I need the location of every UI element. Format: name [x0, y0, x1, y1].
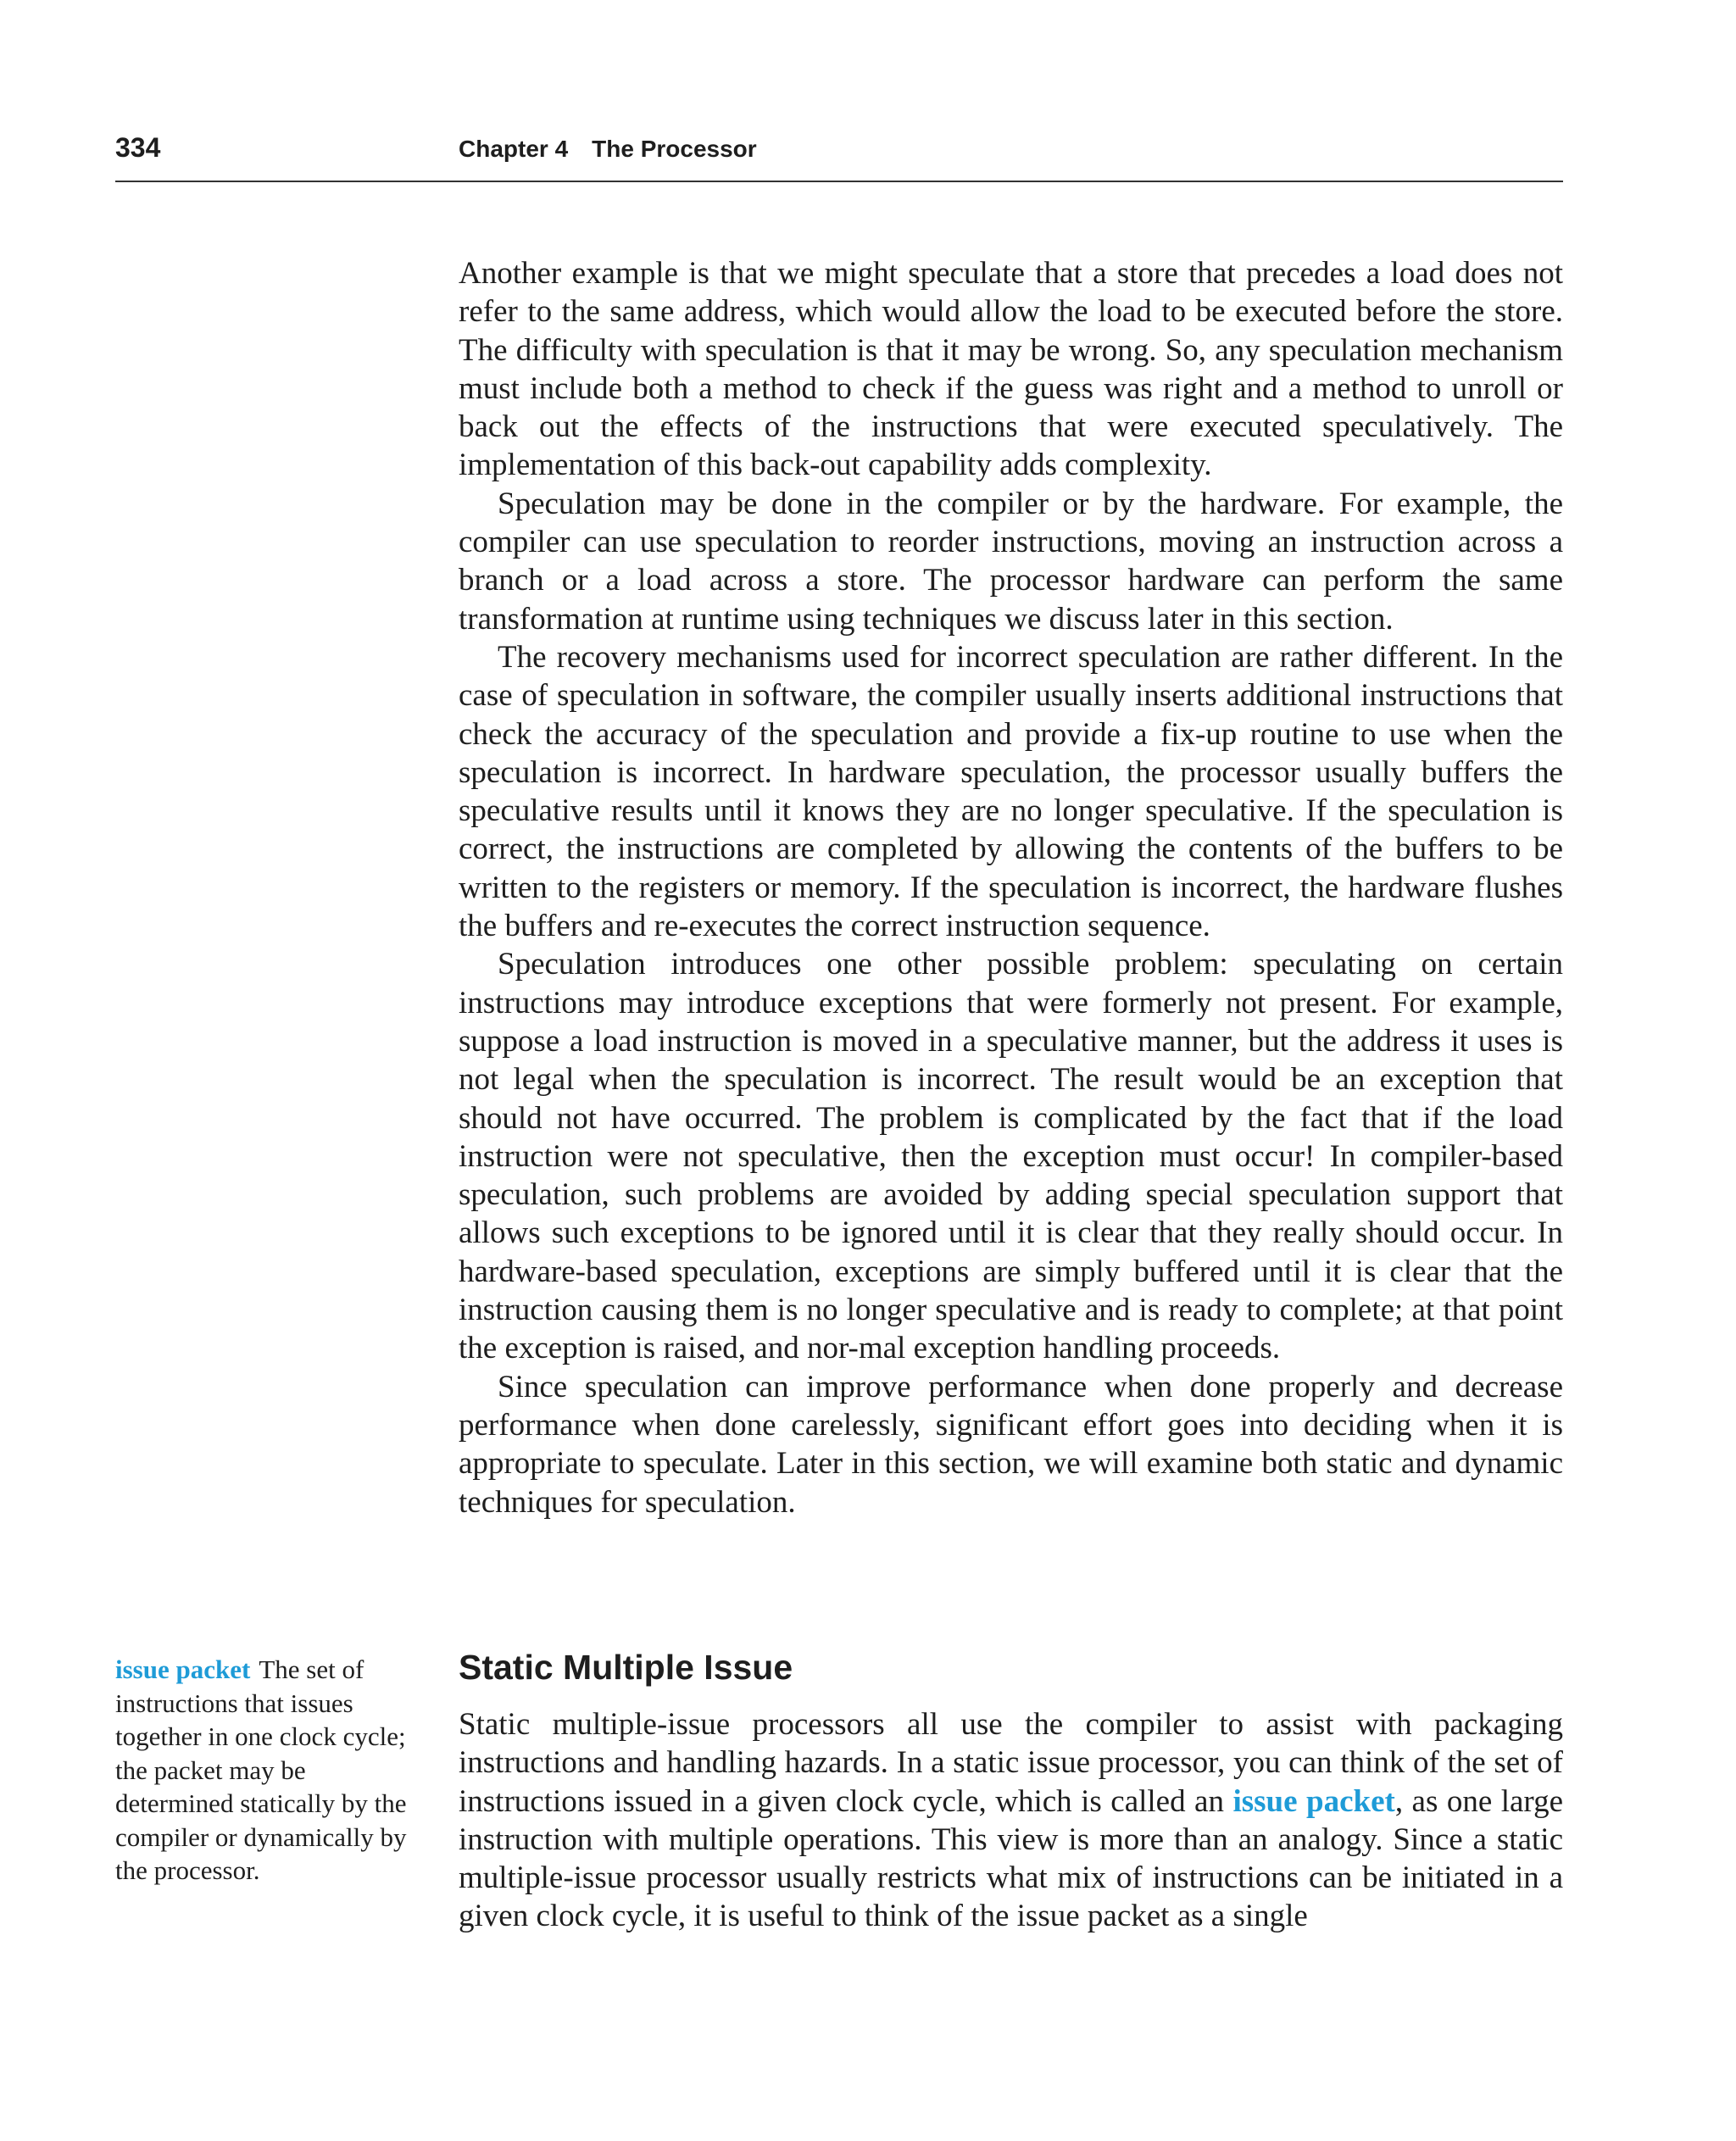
- paragraph-text-after-term: , as one large instruction with multiple operations. This view is more than an analogy. Since a static multiple-issue processor usually restricts what mix of instructions can be initiated in a given clock cycle, it is useful to think of the issue packet as a single: [459, 1783, 1563, 1934]
- paragraph: Another example is that we might speculate that a store that precedes a load does not refer to the same address, which would allow the load to be executed before the store. The difficulty with speculation is that it may be wrong. So, any speculation mechanism must include both a method to check if the guess was right and a method to unroll or back out the effects of the instructions that were executed speculatively. The implementation of this back-out capability adds complexity.: [459, 256, 1563, 483]
- header-rule: [115, 181, 1563, 182]
- paragraph: Speculation may be done in the compiler or by the hardware. For example, the compiler can use speculation to reorder instructions, moving an instruction across a branch or a load across a store. The processor hardware can perform the same transformation at runtime using techniques we discuss later in this section.: [459, 486, 1563, 637]
- section-body: [459, 1705, 1563, 1936]
- paragraph-text-before-term: Static multiple-issue processors all use the compiler to assist with packaging instructions and handling hazards. In a static issue processor, you can think of the set of instructions issued in a given clock cycle, which is called an: [459, 1707, 1563, 1819]
- page-number: 334: [115, 132, 161, 163]
- page-header: [115, 131, 1563, 181]
- margin-term: issue packet: [115, 1654, 251, 1684]
- running-head: [459, 132, 757, 166]
- section-heading: Static Multiple Issue: [459, 1648, 793, 1687]
- margin-definition-text: The set of instructions that issues together in one clock cycle; the packet may be determined statically by the compiler or dynamically by the processor.: [115, 1654, 407, 1885]
- paragraph: The recovery mechanisms used for incorrect speculation are rather different. In the case of speculation in software, the compiler usually inserts additional instructions that check the accuracy of the speculation and provide a fix-up routine to use when the speculation is incorrect. In hardware speculation, the processor usually buffers the speculative results until it knows they are no longer speculative. If the speculation is correct, the instructions are completed by allowing the contents of the buffers to be written to the registers or memory. If the speculation is incorrect, the hardware flushes the buffers and re-executes the correct instruction sequence.: [459, 639, 1563, 944]
- chapter-title: The Processor: [592, 136, 757, 162]
- margin-definition: [115, 1653, 412, 1888]
- paragraph: Since speculation can improve performance when done properly and decrease performance when done carelessly, significant effort goes into deciding when it is appropriate to speculate. Later in this section, we will examine both static and dynamic techniques for speculation.: [459, 1369, 1563, 1520]
- key-term: issue packet: [1232, 1783, 1395, 1819]
- body-text: [459, 254, 1563, 1521]
- chapter-label: Chapter 4: [459, 136, 569, 162]
- paragraph: [459, 1705, 1563, 1936]
- paragraph: Speculation introduces one other possible problem: speculating on certain instructions may introduce exceptions that were formerly not present. For example, suppose a load instruction is moved in a speculative manner, but the address it uses is not legal when the speculation is incorrect. The result would be an exception that should not have occurred. The problem is complicated by the fact that if the load instruction were not speculative, then the exception must occur! In compiler-based speculation, such problems are avoided by adding special speculation support that allows such exceptions to be ignored until it is clear that they really should occur. In hardware-based speculation, exceptions are simply buffered until it is clear that the instruction causing them is no longer speculative and is ready to complete; at that point the exception is raised, and nor-mal exception handling proceeds.: [459, 947, 1563, 1366]
